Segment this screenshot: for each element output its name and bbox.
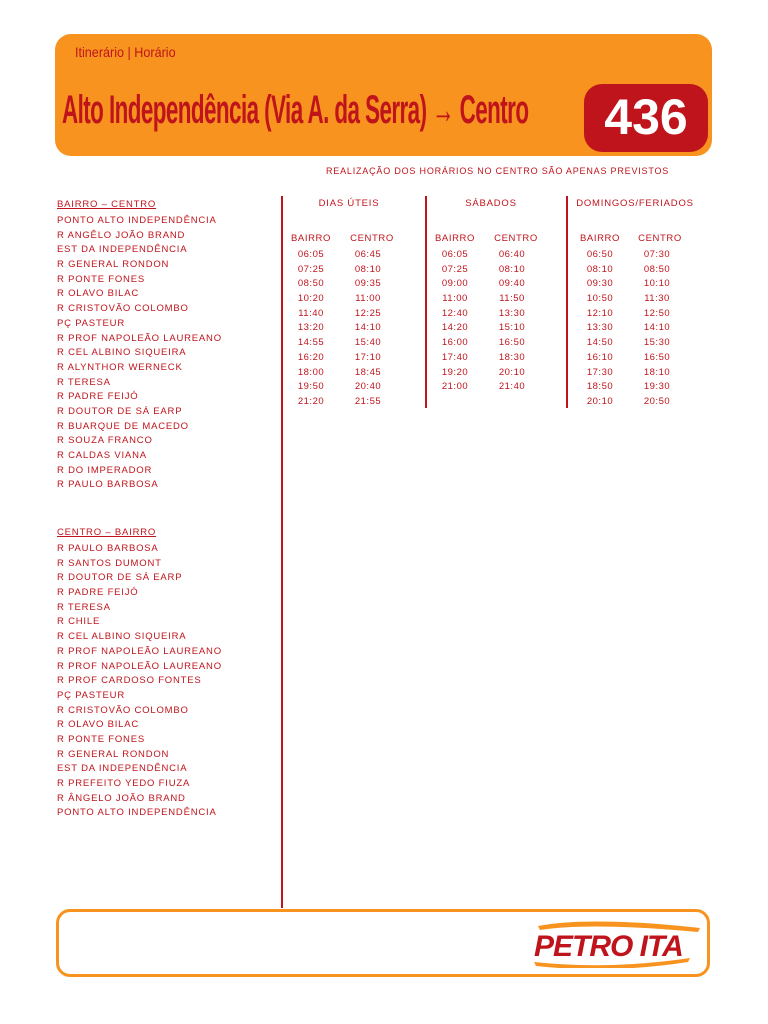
time-row bbox=[425, 307, 565, 322]
group-title-sundays: DOMINGOS/FERIADOS bbox=[576, 198, 694, 209]
petro-ita-logo bbox=[530, 918, 705, 968]
time-bairro: 12:10 bbox=[586, 307, 614, 319]
col-centro-label: CENTRO bbox=[494, 233, 538, 244]
times-sundays bbox=[570, 248, 710, 410]
time-centro: 11:50 bbox=[499, 293, 525, 305]
stop-item: R CRISTOVÃO COLOMBO bbox=[57, 303, 189, 315]
time-centro: 09:35 bbox=[354, 278, 382, 290]
time-centro: 12:50 bbox=[643, 307, 671, 319]
time-row bbox=[425, 248, 565, 263]
time-centro: 20:50 bbox=[643, 395, 671, 407]
time-row bbox=[425, 366, 565, 381]
time-bairro: 20:10 bbox=[586, 395, 614, 407]
time-bairro: 14:55 bbox=[297, 337, 325, 349]
time-bairro: 07:25 bbox=[297, 263, 325, 275]
time-row bbox=[425, 336, 565, 351]
time-row bbox=[281, 380, 421, 395]
stop-list bbox=[57, 214, 222, 493]
stop-item: R PROF CARDOSO FONTES bbox=[57, 675, 202, 687]
time-row bbox=[570, 292, 710, 307]
time-row bbox=[570, 277, 710, 292]
col-bairro-label: BAIRRO bbox=[290, 233, 332, 244]
stop-item: R GENERAL RONDON bbox=[57, 748, 170, 760]
stop-item: PÇ PASTEUR bbox=[57, 317, 126, 329]
col-bairro-label: BAIRRO bbox=[579, 233, 621, 244]
stop-item: R DOUTOR DE SÁ EARP bbox=[57, 405, 183, 417]
stop-item: PÇ PASTEUR bbox=[57, 689, 126, 701]
stop-item: R SOUZA FRANCO bbox=[57, 435, 153, 447]
time-bairro: 12:40 bbox=[441, 307, 469, 319]
stop-item: R CEL ALBINO SIQUEIRA bbox=[57, 631, 187, 643]
time-row bbox=[425, 292, 565, 307]
stop-item: R PREFEITO YEDO FIUZA bbox=[57, 778, 191, 789]
stop-item: R PROF NAPOLEÃO LAUREANO bbox=[57, 332, 222, 344]
time-centro: 06:40 bbox=[498, 249, 526, 260]
stop-item: R GENERAL RONDON bbox=[57, 259, 170, 271]
stop-item: PONTO ALTO INDEPENDÊNCIA bbox=[57, 807, 217, 819]
stop-item: R PROF NAPOLEÃO LAUREANO bbox=[57, 645, 222, 657]
time-centro: 18:45 bbox=[354, 366, 382, 378]
time-row bbox=[281, 307, 421, 322]
time-row bbox=[425, 351, 565, 366]
time-centro: 13:30 bbox=[498, 307, 526, 319]
time-bairro: 10:20 bbox=[297, 293, 325, 305]
time-centro: 21:40 bbox=[498, 381, 526, 393]
time-row bbox=[281, 263, 421, 278]
time-bairro: 14:50 bbox=[586, 337, 614, 349]
col-bairro-label: BAIRRO bbox=[434, 233, 476, 244]
stop-item: R OLAVO BILAC bbox=[57, 719, 140, 731]
time-centro: 08:50 bbox=[643, 263, 671, 275]
time-row bbox=[570, 336, 710, 351]
stop-item: R DOUTOR DE SÁ EARP bbox=[57, 572, 183, 584]
time-bairro: 17:40 bbox=[441, 351, 469, 363]
time-centro: 08:10 bbox=[354, 263, 382, 275]
stop-item: PONTO ALTO INDEPENDÊNCIA bbox=[57, 215, 217, 226]
time-bairro: 11:00 bbox=[442, 293, 468, 305]
time-centro: 20:40 bbox=[354, 381, 382, 393]
time-centro: 15:40 bbox=[354, 337, 382, 349]
stop-item: R PONTE FONES bbox=[57, 273, 145, 285]
logo-text: PETRO ITA bbox=[534, 930, 683, 963]
stop-list bbox=[57, 542, 222, 821]
times-saturdays bbox=[425, 248, 565, 395]
col-centro-label: CENTRO bbox=[638, 233, 682, 244]
time-row bbox=[281, 395, 421, 410]
time-bairro: 07:25 bbox=[441, 263, 469, 275]
stop-item: R TERESA bbox=[57, 376, 111, 388]
time-centro: 14:10 bbox=[643, 322, 671, 334]
time-row bbox=[570, 263, 710, 278]
time-row bbox=[570, 366, 710, 381]
time-bairro: 06:05 bbox=[297, 249, 325, 260]
time-bairro: 13:30 bbox=[586, 322, 614, 334]
time-row bbox=[281, 336, 421, 351]
time-centro: 18:30 bbox=[498, 351, 526, 363]
time-bairro: 19:50 bbox=[297, 381, 325, 393]
route-heading: BAIRRO – CENTRO bbox=[57, 199, 157, 210]
stop-item: R TERESA bbox=[57, 601, 111, 613]
time-bairro: 08:50 bbox=[297, 278, 325, 290]
group-title-weekdays: DIAS ÚTEIS bbox=[318, 198, 380, 209]
time-bairro: 16:20 bbox=[297, 351, 325, 363]
time-bairro: 06:05 bbox=[441, 249, 469, 260]
stop-item: R PAULO BARBOSA bbox=[57, 479, 159, 491]
time-centro: 16:50 bbox=[498, 337, 526, 349]
stop-item: EST DA INDEPENDÊNCIA bbox=[57, 244, 188, 256]
stop-item: R BUARQUE DE MACEDO bbox=[57, 420, 189, 432]
stop-item: R CEL ALBINO SIQUEIRA bbox=[57, 347, 187, 359]
time-centro: 17:10 bbox=[354, 351, 382, 363]
time-row bbox=[425, 277, 565, 292]
time-bairro: 21:00 bbox=[441, 381, 469, 393]
time-bairro: 21:20 bbox=[297, 395, 325, 407]
time-row bbox=[281, 292, 421, 307]
col-centro-label: CENTRO bbox=[350, 233, 394, 244]
stop-item: R ANGÊLO JOÃO BRAND bbox=[57, 229, 186, 241]
time-bairro: 17:30 bbox=[586, 366, 614, 378]
time-bairro: 09:00 bbox=[441, 278, 469, 290]
time-bairro: 16:10 bbox=[586, 351, 614, 363]
stop-item: R PROF NAPOLEÃO LAUREANO bbox=[57, 660, 222, 672]
time-centro: 09:40 bbox=[498, 278, 526, 290]
header-subtitle: Itinerário | Horário bbox=[75, 44, 176, 60]
stop-item: R CALDAS VIANA bbox=[57, 450, 147, 461]
time-row bbox=[570, 380, 710, 395]
time-bairro: 19:20 bbox=[441, 366, 469, 378]
time-row bbox=[281, 248, 421, 263]
time-row bbox=[281, 351, 421, 366]
time-bairro: 16:00 bbox=[441, 337, 469, 349]
time-row bbox=[425, 321, 565, 336]
stop-item: EST DA INDEPENDÊNCIA bbox=[57, 763, 188, 775]
time-row bbox=[425, 263, 565, 278]
route-to-center bbox=[57, 199, 222, 493]
time-bairro: 08:10 bbox=[586, 263, 614, 275]
time-row bbox=[281, 366, 421, 381]
time-centro: 20:10 bbox=[498, 366, 526, 378]
stop-item: R DO IMPERADOR bbox=[57, 464, 153, 476]
time-row bbox=[281, 321, 421, 336]
time-row bbox=[570, 248, 710, 263]
route-title: Alto Independência (Via A. da Serra) → Centro bbox=[62, 88, 529, 132]
time-centro: 14:10 bbox=[354, 322, 382, 334]
time-centro: 07:30 bbox=[643, 249, 671, 260]
time-bairro: 06:50 bbox=[586, 249, 614, 260]
stop-item: R SANTOS DUMONT bbox=[57, 557, 162, 569]
time-row bbox=[425, 380, 565, 395]
time-row bbox=[281, 277, 421, 292]
time-centro: 19:30 bbox=[643, 381, 671, 393]
time-centro: 15:10 bbox=[498, 322, 526, 334]
time-bairro: 14:20 bbox=[441, 322, 469, 334]
time-centro: 21:55 bbox=[354, 395, 382, 407]
time-centro: 11:00 bbox=[355, 293, 381, 305]
column-divider bbox=[566, 196, 568, 408]
times-weekdays bbox=[281, 248, 421, 410]
time-centro: 10:10 bbox=[643, 278, 671, 290]
time-row bbox=[570, 321, 710, 336]
time-centro: 15:30 bbox=[643, 337, 671, 349]
time-bairro: 18:50 bbox=[586, 381, 614, 393]
time-bairro: 09:30 bbox=[586, 278, 614, 290]
time-centro: 12:25 bbox=[354, 307, 382, 319]
route-to-bairro bbox=[57, 527, 222, 821]
time-centro: 16:50 bbox=[643, 351, 671, 363]
stop-item: R CRISTOVÃO COLOMBO bbox=[57, 704, 189, 716]
time-bairro: 13:20 bbox=[297, 322, 325, 334]
stop-item: R OLAVO BILAC bbox=[57, 288, 140, 300]
group-title-saturdays: SÁBADOS bbox=[465, 198, 517, 209]
time-bairro: 10:50 bbox=[586, 293, 614, 305]
stop-item: R PONTE FONES bbox=[57, 733, 145, 745]
stop-item: R ALYNTHOR WERNECK bbox=[57, 361, 183, 373]
time-row bbox=[570, 351, 710, 366]
time-row bbox=[570, 395, 710, 410]
time-row bbox=[570, 307, 710, 322]
stop-item: R PADRE FEIJÓ bbox=[57, 391, 139, 403]
line-number-badge: 436 bbox=[584, 84, 708, 152]
time-centro: 06:45 bbox=[354, 249, 382, 260]
route-heading: CENTRO – BAIRRO bbox=[57, 527, 157, 538]
schedule-note: REALIZAÇÃO DOS HORÁRIOS NO CENTRO SÃO APENAS PREVISTOS bbox=[326, 166, 670, 176]
stop-item: R PAULO BARBOSA bbox=[57, 543, 159, 554]
time-bairro: 11:40 bbox=[298, 307, 324, 319]
stop-item: R ÂNGELO JOÃO BRAND bbox=[57, 792, 186, 804]
stop-item: R PADRE FEIJÓ bbox=[57, 587, 139, 599]
time-centro: 08:10 bbox=[498, 263, 526, 275]
time-centro: 18:10 bbox=[643, 366, 671, 378]
time-centro: 11:30 bbox=[644, 293, 670, 305]
stop-item: R CHILE bbox=[57, 616, 101, 628]
time-bairro: 18:00 bbox=[297, 366, 325, 378]
